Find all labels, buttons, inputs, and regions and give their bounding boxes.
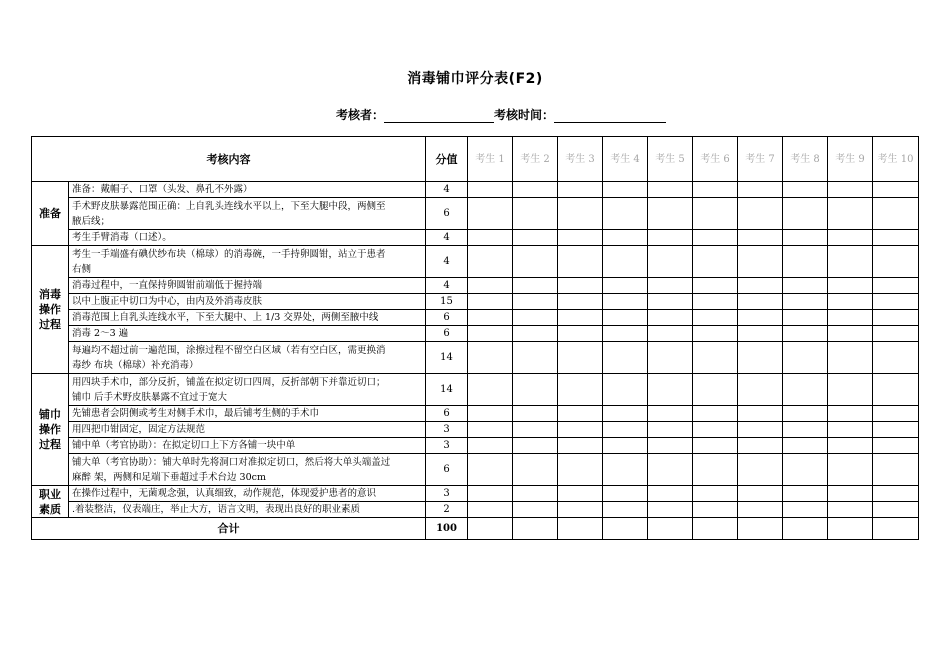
category-label-line: 操作 <box>39 303 61 316</box>
student-score-cell[interactable] <box>693 406 738 422</box>
student-score-cell[interactable] <box>873 246 919 278</box>
student-score-cell[interactable] <box>468 198 513 230</box>
student-score-cell[interactable] <box>693 198 738 230</box>
header-student-6: 考生 6 <box>693 137 738 182</box>
student-score-cell[interactable] <box>468 310 513 326</box>
criterion-score: 6 <box>426 406 468 422</box>
student-score-cell[interactable] <box>738 502 783 518</box>
student-total-cell[interactable] <box>648 518 693 540</box>
student-score-cell[interactable] <box>873 182 919 198</box>
student-score-cell[interactable] <box>828 310 873 326</box>
header-student-4: 考生 4 <box>603 137 648 182</box>
student-score-cell[interactable] <box>513 438 558 454</box>
student-score-cell[interactable] <box>603 310 648 326</box>
criterion-line: 用四把巾钳固定，固定方法规范 <box>72 424 206 435</box>
criterion-text <box>69 454 426 486</box>
student-score-cell[interactable] <box>828 454 873 486</box>
student-score-cell[interactable] <box>783 486 828 502</box>
student-total-cell[interactable] <box>558 518 603 540</box>
header-row <box>32 137 919 182</box>
table-row <box>32 486 919 502</box>
table-row <box>32 342 919 374</box>
student-score-cell[interactable] <box>603 230 648 246</box>
examiner-label: 考核者： <box>336 108 385 122</box>
student-score-cell[interactable] <box>738 246 783 278</box>
student-score-cell[interactable] <box>783 502 828 518</box>
table-row <box>32 422 919 438</box>
category-prep: 准备 <box>32 182 69 246</box>
student-score-cell[interactable] <box>693 502 738 518</box>
student-score-cell[interactable] <box>693 422 738 438</box>
student-score-cell[interactable] <box>873 438 919 454</box>
student-score-cell[interactable] <box>648 454 693 486</box>
student-score-cell[interactable] <box>738 230 783 246</box>
student-score-cell[interactable] <box>738 310 783 326</box>
student-score-cell[interactable] <box>513 486 558 502</box>
student-score-cell[interactable] <box>828 198 873 230</box>
student-score-cell[interactable] <box>648 278 693 294</box>
category-label-line: 铺巾 <box>39 408 61 421</box>
student-score-cell[interactable] <box>873 374 919 406</box>
student-score-cell[interactable] <box>603 182 648 198</box>
student-score-cell[interactable] <box>558 342 603 374</box>
student-score-cell[interactable] <box>693 454 738 486</box>
student-score-cell[interactable] <box>873 342 919 374</box>
student-score-cell[interactable] <box>513 230 558 246</box>
student-score-cell[interactable] <box>873 230 919 246</box>
page-title: 消毒铺巾评分表(F2) <box>407 71 543 87</box>
header-student-9: 考生 9 <box>828 137 873 182</box>
exam-time-field[interactable] <box>554 109 666 123</box>
student-score-cell[interactable] <box>738 406 783 422</box>
header-student-7: 考生 7 <box>738 137 783 182</box>
student-score-cell[interactable] <box>558 294 603 310</box>
student-score-cell[interactable] <box>513 326 558 342</box>
category-label-line: 消毒 <box>39 288 61 301</box>
student-score-cell[interactable] <box>738 278 783 294</box>
criterion-score: 4 <box>426 182 468 198</box>
student-score-cell[interactable] <box>603 406 648 422</box>
student-score-cell[interactable] <box>783 422 828 438</box>
student-score-cell[interactable] <box>693 246 738 278</box>
student-score-cell[interactable] <box>603 454 648 486</box>
student-score-cell[interactable] <box>783 342 828 374</box>
category-label-line: 职业 <box>39 487 61 501</box>
student-score-cell[interactable] <box>873 406 919 422</box>
criterion-text <box>69 294 426 310</box>
criterion-score: 3 <box>426 486 468 502</box>
student-score-cell[interactable] <box>828 502 873 518</box>
examiner-line <box>336 106 666 123</box>
student-score-cell[interactable] <box>783 406 828 422</box>
student-score-cell[interactable] <box>738 438 783 454</box>
criterion-score: 15 <box>426 294 468 310</box>
exam-time-label: 考核时间： <box>494 108 555 122</box>
student-score-cell[interactable] <box>468 294 513 310</box>
criterion-score: 14 <box>426 342 468 374</box>
student-score-cell[interactable] <box>873 326 919 342</box>
student-total-cell[interactable] <box>513 518 558 540</box>
header-student-2: 考生 2 <box>513 137 558 182</box>
student-score-cell[interactable] <box>738 454 783 486</box>
student-score-cell[interactable] <box>738 198 783 230</box>
student-score-cell[interactable] <box>558 486 603 502</box>
student-total-cell[interactable] <box>603 518 648 540</box>
student-score-cell[interactable] <box>783 230 828 246</box>
table-row <box>32 326 919 342</box>
student-total-cell[interactable] <box>468 518 513 540</box>
student-score-cell[interactable] <box>828 422 873 438</box>
student-score-cell[interactable] <box>468 486 513 502</box>
criterion-text <box>69 198 426 230</box>
student-score-cell[interactable] <box>828 406 873 422</box>
student-score-cell[interactable] <box>873 278 919 294</box>
criterion-score: 4 <box>426 246 468 278</box>
criterion-line: 准备：戴帽子、口罩（头发、鼻孔不外露） <box>72 184 253 195</box>
student-score-cell[interactable] <box>513 294 558 310</box>
criterion-text <box>69 422 426 438</box>
student-score-cell[interactable] <box>693 182 738 198</box>
criterion-score: 6 <box>426 310 468 326</box>
criterion-text <box>69 342 426 374</box>
student-score-cell[interactable] <box>648 342 693 374</box>
criterion-line: 铺中单（考官协助）：在拟定切口上下方各铺一块中单 <box>72 440 296 451</box>
criterion-text <box>69 406 426 422</box>
student-score-cell[interactable] <box>603 198 648 230</box>
student-score-cell[interactable] <box>693 342 738 374</box>
student-score-cell[interactable] <box>468 326 513 342</box>
category-label-line: 过程 <box>39 438 61 451</box>
student-score-cell[interactable] <box>558 502 603 518</box>
examiner-field[interactable] <box>384 109 494 123</box>
criterion-score: 6 <box>426 198 468 230</box>
category-label-line: 素质 <box>39 502 61 516</box>
criterion-line: 考生手臂消毒（口述）。 <box>72 232 172 243</box>
score-table <box>31 136 919 540</box>
header-student-1: 考生 1 <box>468 137 513 182</box>
student-score-cell[interactable] <box>603 342 648 374</box>
header-student-8: 考生 8 <box>783 137 828 182</box>
table-row <box>32 454 919 486</box>
student-score-cell[interactable] <box>648 422 693 438</box>
student-score-cell[interactable] <box>603 374 648 406</box>
student-score-cell[interactable] <box>468 406 513 422</box>
student-score-cell[interactable] <box>513 198 558 230</box>
student-score-cell[interactable] <box>648 198 693 230</box>
student-score-cell[interactable] <box>738 326 783 342</box>
student-score-cell[interactable] <box>603 294 648 310</box>
student-score-cell[interactable] <box>873 486 919 502</box>
criterion-score: 4 <box>426 230 468 246</box>
student-score-cell[interactable] <box>468 374 513 406</box>
criterion-line: 腋后线； <box>72 215 111 227</box>
criterion-line: .着装整洁，仪表端庄，举止大方，语言文明，表现出良好的职业素质 <box>72 504 361 515</box>
student-score-cell[interactable] <box>783 278 828 294</box>
student-score-cell[interactable] <box>783 374 828 406</box>
criterion-line: 先铺患者会阴侧或考生对侧手术巾，最后铺考生侧的手术巾 <box>72 408 320 419</box>
criterion-line: 铺巾 后手术野皮肤暴露不宜过于宽大 <box>72 391 228 403</box>
student-score-cell[interactable] <box>513 422 558 438</box>
student-score-cell[interactable] <box>828 486 873 502</box>
table-row <box>32 294 919 310</box>
student-score-cell[interactable] <box>828 246 873 278</box>
header-content: 考核内容 <box>32 137 426 182</box>
table-row <box>32 406 919 422</box>
student-score-cell[interactable] <box>648 182 693 198</box>
student-score-cell[interactable] <box>648 310 693 326</box>
student-total-cell[interactable] <box>783 518 828 540</box>
header-student-10: 考生 10 <box>873 137 919 182</box>
criterion-text <box>69 438 426 454</box>
student-score-cell[interactable] <box>738 422 783 438</box>
student-score-cell[interactable] <box>468 502 513 518</box>
header-score: 分值 <box>426 137 468 182</box>
student-score-cell[interactable] <box>513 246 558 278</box>
student-score-cell[interactable] <box>558 438 603 454</box>
total-row <box>32 518 919 540</box>
criterion-text <box>69 230 426 246</box>
student-score-cell[interactable] <box>738 342 783 374</box>
student-score-cell[interactable] <box>693 486 738 502</box>
table-row <box>32 502 919 518</box>
criterion-text <box>69 278 426 294</box>
student-score-cell[interactable] <box>693 310 738 326</box>
student-score-cell[interactable] <box>603 502 648 518</box>
student-score-cell[interactable] <box>648 374 693 406</box>
criterion-text <box>69 310 426 326</box>
student-score-cell[interactable] <box>468 246 513 278</box>
student-score-cell[interactable] <box>603 438 648 454</box>
student-score-cell[interactable] <box>738 374 783 406</box>
student-score-cell[interactable] <box>828 230 873 246</box>
criterion-line: 消毒 2～3 遍 <box>72 328 129 339</box>
student-score-cell[interactable] <box>513 406 558 422</box>
criterion-line: 毒纱 布块（棉球）补充消毒） <box>72 359 199 371</box>
table-row <box>32 374 919 406</box>
student-score-cell[interactable] <box>873 294 919 310</box>
student-score-cell[interactable] <box>468 438 513 454</box>
student-score-cell[interactable] <box>693 230 738 246</box>
student-score-cell[interactable] <box>693 374 738 406</box>
student-score-cell[interactable] <box>513 374 558 406</box>
student-score-cell[interactable] <box>693 294 738 310</box>
criterion-line: 每遍均不超过前一遍范围，涂擦过程不留空白区域（若有空白区，需更换消 <box>72 344 386 356</box>
criterion-score: 3 <box>426 422 468 438</box>
student-score-cell[interactable] <box>513 278 558 294</box>
table-row <box>32 246 919 278</box>
student-score-cell[interactable] <box>738 486 783 502</box>
student-score-cell[interactable] <box>873 422 919 438</box>
student-score-cell[interactable] <box>693 326 738 342</box>
student-score-cell[interactable] <box>558 198 603 230</box>
student-score-cell[interactable] <box>648 246 693 278</box>
student-score-cell[interactable] <box>648 438 693 454</box>
criterion-text <box>69 374 426 406</box>
student-score-cell[interactable] <box>603 422 648 438</box>
student-score-cell[interactable] <box>738 294 783 310</box>
criterion-score: 2 <box>426 502 468 518</box>
student-score-cell[interactable] <box>603 246 648 278</box>
table-row <box>32 230 919 246</box>
criterion-line: 手术野皮肤暴露范围正确：上自乳头连线水平以上，下至大腿中段，两侧至 <box>72 200 386 212</box>
student-score-cell[interactable] <box>873 310 919 326</box>
student-total-cell[interactable] <box>738 518 783 540</box>
criterion-score: 4 <box>426 278 468 294</box>
category-drape <box>32 374 69 486</box>
category-label-line: 操作 <box>39 423 61 436</box>
criterion-line: 消毒范围上自乳头连线水平，下至大腿中、上 1/3 交界处，两侧至腋中线 <box>72 312 379 323</box>
total-label: 合计 <box>32 518 426 540</box>
student-score-cell[interactable] <box>648 230 693 246</box>
student-score-cell[interactable] <box>603 278 648 294</box>
criterion-line: 在操作过程中，无菌观念强，认真细致，动作规范，体现爱护患者的意识 <box>72 488 377 499</box>
table-row <box>32 198 919 230</box>
student-score-cell[interactable] <box>468 182 513 198</box>
criterion-text <box>69 326 426 342</box>
criterion-text <box>69 502 426 518</box>
student-score-cell[interactable] <box>828 278 873 294</box>
student-score-cell[interactable] <box>513 454 558 486</box>
student-score-cell[interactable] <box>603 326 648 342</box>
student-score-cell[interactable] <box>828 326 873 342</box>
student-score-cell[interactable] <box>558 278 603 294</box>
student-score-cell[interactable] <box>558 230 603 246</box>
student-score-cell[interactable] <box>693 438 738 454</box>
criterion-line: 以中上腹正中切口为中心，由内及外消毒皮肤 <box>72 296 263 307</box>
student-score-cell[interactable] <box>783 182 828 198</box>
student-score-cell[interactable] <box>783 310 828 326</box>
student-score-cell[interactable] <box>468 278 513 294</box>
total-score: 100 <box>426 518 468 540</box>
criterion-text <box>69 486 426 502</box>
category-disinfect <box>32 246 69 374</box>
student-score-cell[interactable] <box>558 182 603 198</box>
table-row <box>32 278 919 294</box>
student-score-cell[interactable] <box>513 182 558 198</box>
student-score-cell[interactable] <box>648 486 693 502</box>
student-score-cell[interactable] <box>558 246 603 278</box>
criterion-score: 6 <box>426 326 468 342</box>
criterion-line: 消毒过程中，一直保持卵圆钳前端低于握持端 <box>72 280 263 291</box>
criterion-score: 6 <box>426 454 468 486</box>
student-score-cell[interactable] <box>468 230 513 246</box>
criterion-line: 右侧 <box>72 263 92 275</box>
student-score-cell[interactable] <box>648 326 693 342</box>
student-score-cell[interactable] <box>468 422 513 438</box>
student-score-cell[interactable] <box>828 342 873 374</box>
student-total-cell[interactable] <box>693 518 738 540</box>
header-student-3: 考生 3 <box>558 137 603 182</box>
student-score-cell[interactable] <box>513 342 558 374</box>
student-score-cell[interactable] <box>558 374 603 406</box>
student-score-cell[interactable] <box>783 438 828 454</box>
student-score-cell[interactable] <box>828 438 873 454</box>
student-score-cell[interactable] <box>873 502 919 518</box>
student-score-cell[interactable] <box>558 406 603 422</box>
table-row <box>32 182 919 198</box>
student-score-cell[interactable] <box>513 310 558 326</box>
student-score-cell[interactable] <box>873 454 919 486</box>
category-label-line: 过程 <box>39 318 61 331</box>
student-score-cell[interactable] <box>558 454 603 486</box>
student-score-cell[interactable] <box>558 326 603 342</box>
student-score-cell[interactable] <box>783 326 828 342</box>
student-score-cell[interactable] <box>693 278 738 294</box>
criterion-line: 麻醉 架，两侧和足端下垂超过手术台边 30cm <box>72 471 266 483</box>
student-score-cell[interactable] <box>648 406 693 422</box>
student-score-cell[interactable] <box>828 294 873 310</box>
student-score-cell[interactable] <box>873 198 919 230</box>
student-score-cell[interactable] <box>783 294 828 310</box>
category-professional <box>32 486 69 518</box>
student-score-cell[interactable] <box>648 502 693 518</box>
student-score-cell[interactable] <box>603 486 648 502</box>
criterion-text <box>69 246 426 278</box>
student-score-cell[interactable] <box>468 342 513 374</box>
student-total-cell[interactable] <box>828 518 873 540</box>
header-student-5: 考生 5 <box>648 137 693 182</box>
criterion-line: 用四块手术巾，部分反折，铺盖在拟定切口四周，反折部朝下并靠近切口； <box>72 376 386 388</box>
criterion-score: 14 <box>426 374 468 406</box>
criterion-text <box>69 182 426 198</box>
student-score-cell[interactable] <box>783 454 828 486</box>
student-total-cell[interactable] <box>873 518 919 540</box>
criterion-line: 铺大单（考官协助）：铺大单时先将洞口对准拟定切口，然后将大单头端盖过 <box>72 456 391 468</box>
criterion-line: 考生一手端盛有碘伏纱布块（棉球）的消毒碗，一手持卵圆钳，站立于患者 <box>72 248 386 260</box>
student-score-cell[interactable] <box>783 246 828 278</box>
student-score-cell[interactable] <box>738 182 783 198</box>
student-score-cell[interactable] <box>783 198 828 230</box>
student-score-cell[interactable] <box>828 182 873 198</box>
student-score-cell[interactable] <box>558 310 603 326</box>
student-score-cell[interactable] <box>828 374 873 406</box>
table-row <box>32 438 919 454</box>
student-score-cell[interactable] <box>468 454 513 486</box>
table-row <box>32 310 919 326</box>
criterion-score: 3 <box>426 438 468 454</box>
student-score-cell[interactable] <box>513 502 558 518</box>
student-score-cell[interactable] <box>648 294 693 310</box>
student-score-cell[interactable] <box>558 422 603 438</box>
